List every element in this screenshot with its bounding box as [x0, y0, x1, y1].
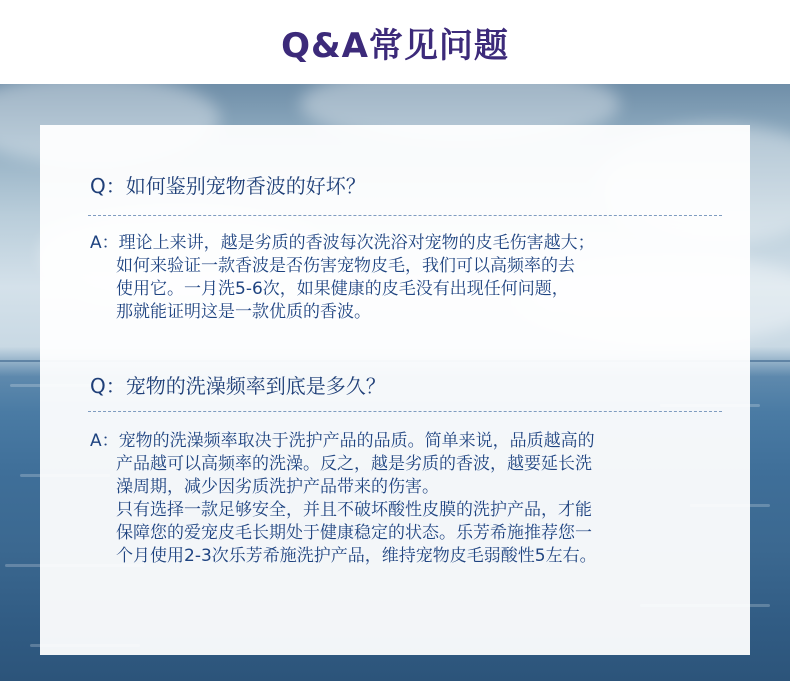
- answer-line: 保障您的爱宠皮毛长期处于健康稳定的状态。乐芳希施推荐您一: [116, 523, 592, 543]
- question-text: Q：如何鉴别宠物香波的好坏？: [90, 174, 366, 198]
- page-title: Q&A常见问题: [281, 25, 509, 66]
- answer-line: 澡周期，减少因劣质洗护产品带来的伤害。: [116, 477, 439, 497]
- answer-text: [90, 232, 595, 324]
- answer-line: 只有选择一款足够安全，并且不破坏酸性皮膜的洗护产品，才能: [116, 500, 592, 520]
- question-divider: [88, 215, 722, 216]
- answer-line: 使用它。一月洗5-6次，如果健康的皮毛没有出现任何问题，: [116, 279, 569, 299]
- qa-item: [90, 172, 366, 200]
- question-text: Q：宠物的洗澡频率到底是多久？: [90, 374, 386, 398]
- answer-block: [90, 232, 595, 324]
- answer-line: 如何来验证一款香波是否伤害宠物皮毛，我们可以高频率的去: [116, 256, 575, 276]
- answer-block: [90, 430, 597, 568]
- answer-line: A：理论上来讲，越是劣质的香波每次洗浴对宠物的皮毛伤害越大；: [90, 233, 595, 253]
- page-header: [0, 0, 790, 84]
- answer-text: [90, 430, 597, 568]
- answer-line: 个月使用2-3次乐芳希施洗护产品，维持宠物皮毛弱酸性5左右。: [116, 546, 597, 566]
- answer-line: A：宠物的洗澡频率取决于洗护产品的品质。简单来说，品质越高的: [90, 431, 595, 451]
- question-divider: [88, 411, 722, 412]
- answer-line: 那就能证明这是一款优质的香波。: [116, 302, 371, 322]
- qa-item: [90, 372, 386, 400]
- answer-line: 产品越可以高频率的洗澡。反之，越是劣质的香波，越要延长洗: [116, 454, 592, 474]
